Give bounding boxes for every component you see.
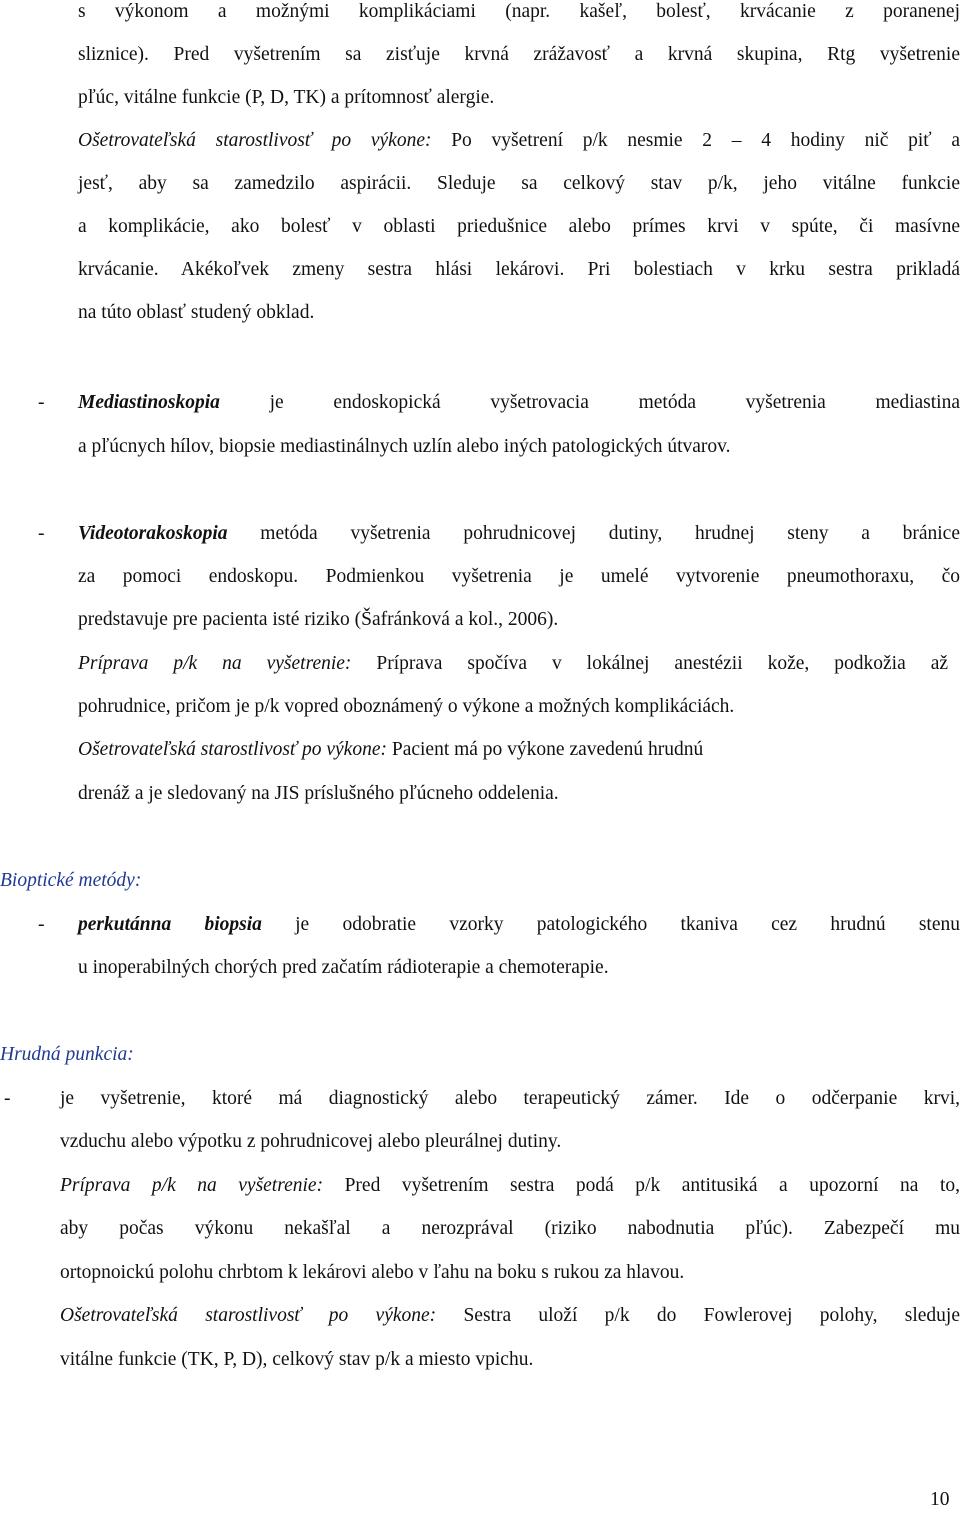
list-dash: - (38, 523, 45, 544)
page-number: 10 (930, 1489, 950, 1510)
list-item-line: vzduchu alebo výpotku z pohrudnicovej alebo pleurálnej dutiny. (60, 1131, 562, 1152)
text: Sestra uloží p/k do Fowlerovej polohy, sleduje (436, 1305, 960, 1326)
list-item (60, 1087, 960, 1111)
text: je endoskopická vyšetrovacia metóda vyšetrenia mediastina (219, 392, 960, 413)
list-dash: - (4, 1088, 11, 1109)
paragraph-line: s výkonom a možnými komplikáciami (napr. kašeľ, bolesť, krvácanie z poranenej (78, 1, 960, 22)
paragraph-line: sliznice). Pred vyšetrením sa zisťuje krvná zrážavosť a krvná skupina, Rtg vyšetrenie (78, 44, 960, 65)
text: Podmienkou vyšetrenia je umelé vytvorenie pneumothoraxu, čo (298, 566, 960, 587)
list-item-line (78, 565, 960, 589)
text: Ide o odčerpanie krvi, (697, 1088, 960, 1109)
text: metóda vyšetrenia pohrudnicovej dutiny, hrudnej steny a bránice (227, 523, 960, 544)
care-line: drenáž a je sledovaný na JIS príslušného pľúcneho oddelenia. (78, 783, 559, 804)
prep-label: Príprava p/k na vyšetrenie: (60, 1175, 324, 1196)
prep-line (60, 1174, 960, 1198)
care-line (78, 129, 960, 153)
care-text: jesť, aby sa zamedzilo aspirácii. (78, 173, 412, 194)
list-item (78, 391, 960, 415)
text: Pred vyšetrením sestra podá p/k antitusiká a upozorní na to, (323, 1175, 960, 1196)
term: Mediastinoskopia (78, 392, 220, 413)
care-text: Po vyšetrení p/k nesmie 2 – 4 hodiny nič piť a (431, 130, 960, 151)
text: je vyšetrenie, ktoré má diagnostický alebo terapeutický zámer. (60, 1088, 698, 1109)
section-heading: Hrudná punkcia: (0, 1044, 134, 1065)
list-item-line: a pľúcnych hílov, biopsie mediastinálnych uzlín alebo iných patologických útvarov. (78, 436, 731, 457)
list-item-line: predstavuje pre pacienta isté riziko (Šafránková a kol., 2006). (78, 609, 559, 630)
care-label: Ošetrovateľská starostlivosť po výkone: (60, 1305, 437, 1326)
prep-line: pohrudnice, pričom je p/k vopred oboznámený o výkone a možných komplikáciách. (78, 696, 735, 717)
care-label: Ošetrovateľská starostlivosť po výkone: (78, 130, 432, 151)
text: Pri bolestiach v krku sestra prikladá (564, 259, 960, 280)
list-item-line: u inoperabilných chorých pred začatím rádioterapie a chemoterapie. (78, 957, 609, 978)
text: za pomoci endoskopu. (78, 566, 299, 587)
care-line (60, 1304, 960, 1328)
care-line (78, 738, 703, 762)
term: perkutánna biopsia (78, 914, 262, 935)
prep-label: Príprava p/k na vyšetrenie: (78, 653, 352, 674)
paragraph-line (78, 258, 960, 282)
prep-line: aby počas výkonu nekašľal a nerozprával (riziko nabodnutia pľúc). Zabezpečí mu (60, 1218, 960, 1239)
list-dash: - (38, 392, 45, 413)
paragraph-line: na túto oblasť studený obklad. (78, 302, 315, 323)
prep-line (78, 652, 948, 676)
term: Videotorakoskopia (78, 523, 228, 544)
text: Akékoľvek zmeny sestra hlási lekárovi. (158, 259, 565, 280)
list-item (78, 913, 960, 937)
paragraph-line: a komplikácie, ako bolesť v oblasti priedušnice alebo prímes krvi v spúte, či masívne (78, 216, 960, 237)
prep-line: ortopnoickú polohu chrbtom k lekárovi alebo v ľahu na boku s rukou za hlavou. (60, 1262, 685, 1283)
care-label: Ošetrovateľská starostlivosť po výkone: (78, 739, 387, 760)
text: Pacient má po výkone zavedenú hrudnú (386, 739, 704, 760)
paragraph-line: pľúc, vitálne funkcie (P, D, TK) a prítomnosť alergie. (78, 87, 495, 108)
care-line (78, 172, 960, 196)
text: je odobratie vzorky patologického tkaniva cez hrudnú stenu (261, 914, 960, 935)
text: Príprava spočíva v lokálnej anestézii kože, podkožia až (351, 653, 949, 674)
list-dash: - (38, 914, 45, 935)
care-text: Sleduje sa celkový stav p/k, jeho vitálne funkcie (411, 173, 960, 194)
section-heading: Bioptické metódy: (0, 870, 142, 891)
care-line: vitálne funkcie (TK, P, D), celkový stav p/k a miesto vpichu. (60, 1349, 534, 1370)
list-item (78, 522, 960, 546)
text: krvácanie. (78, 259, 159, 280)
